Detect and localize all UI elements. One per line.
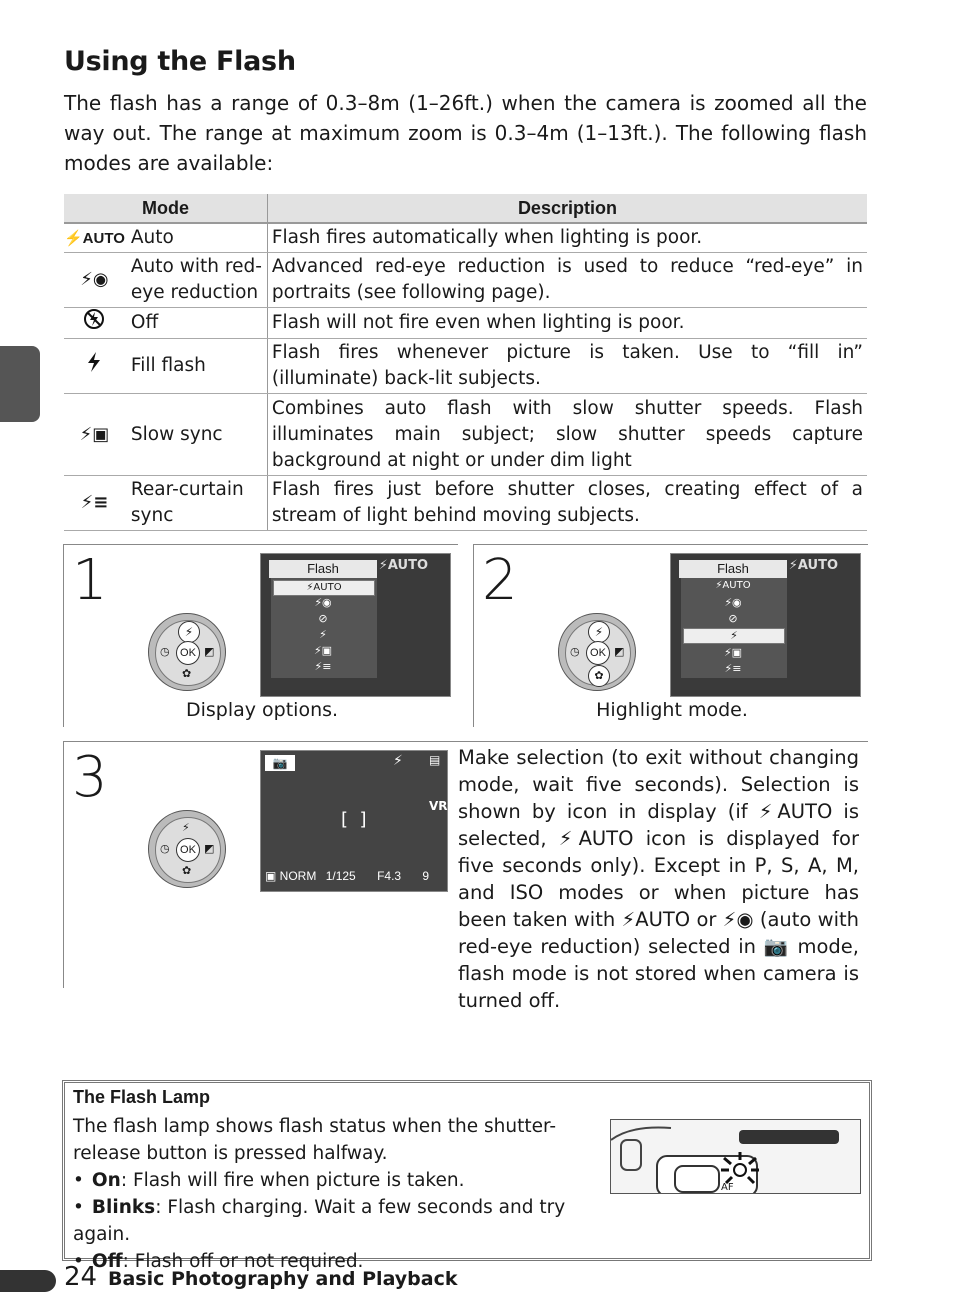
menu-item: ⊘	[728, 612, 738, 625]
lamp-status-list	[73, 1167, 603, 1275]
note-intro: The flash lamp shows flash status when the shutter-release button is pressed halfway.	[73, 1116, 557, 1164]
status-term: Blinks	[91, 1197, 156, 1218]
current-flash-auto-icon: ⚡AUTO	[788, 558, 838, 573]
step-caption: Highlight mode.	[596, 699, 748, 721]
flash-fill-icon: ⚡	[393, 753, 403, 769]
table-header-row	[64, 194, 867, 223]
page-title: Using the Flash	[64, 46, 296, 77]
menu-item: ⚡	[319, 628, 327, 641]
status-term: On	[91, 1170, 121, 1191]
ok-button: OK	[176, 838, 200, 862]
quality-label: NORM	[279, 869, 317, 883]
camera-monitor	[670, 553, 861, 697]
exposure-comp-icon: ◩	[614, 645, 625, 658]
menu-item: ⚡◉	[724, 596, 742, 609]
flash-button-icon: ⚡	[588, 621, 610, 643]
macro-icon: ✿	[182, 667, 192, 680]
menu-item-highlight: ⚡AUTO	[273, 580, 375, 596]
menu-item: ⚡≡	[724, 662, 742, 675]
flash-button-icon: ⚡	[178, 621, 200, 643]
table-row	[64, 339, 867, 394]
camera-mode-icon: 📷	[265, 755, 295, 771]
slow-sync-icon: ⚡▣	[64, 394, 125, 476]
table-row	[64, 308, 867, 339]
page-number: 24	[64, 1262, 98, 1292]
mode-description: Flash will not fire even when lighting is poor.	[267, 308, 867, 339]
mode-description: Advanced red-eye reduction is used to reduce “red-eye” in portraits (see following page).	[267, 253, 867, 308]
flash-off-icon	[64, 308, 125, 339]
camera-monitor	[260, 750, 448, 892]
self-timer-icon: ◷	[160, 645, 170, 658]
self-timer-icon: ◷	[570, 645, 580, 658]
flash-menu-list	[271, 578, 377, 678]
flash-auto-icon: ⚡AUTO	[64, 223, 125, 253]
camera-top-illustration	[610, 1119, 861, 1194]
focus-brackets: [ ]	[341, 809, 367, 830]
list-item	[73, 1167, 603, 1194]
menu-title: Flash	[679, 560, 787, 578]
exposure-comp-icon: ◩	[204, 842, 215, 855]
mode-name: Auto	[125, 223, 268, 253]
menu-item: ⚡▣	[313, 644, 333, 657]
footer-tab	[0, 1270, 56, 1292]
image-size-icon: ▤	[429, 753, 441, 767]
note-title: The Flash Lamp	[73, 1087, 211, 1107]
menu-item: ⚡AUTO	[715, 580, 751, 591]
flash-modes-table	[64, 194, 867, 531]
flash-menu-list	[681, 578, 787, 678]
macro-button-icon: ✿	[588, 665, 610, 687]
step-3-text: Make selection (to exit without changing mode, wait five seconds). Selection is shown by icon in display (if ⚡AUTO is selected, ⚡AUTO icon is displayed for five seconds only). Except in P, S, A, M, and ISO modes or when picture has been taken with ⚡AUTO or ⚡◉ (auto with red-eye reduction) selected in 📷 mode, flash mode is not stored when camera is turned off.	[458, 746, 859, 1012]
chapter-tab-marker	[0, 346, 40, 422]
header-description: Description	[267, 194, 867, 223]
menu-item: ⚡≡	[314, 660, 332, 673]
note-body	[73, 1113, 603, 1275]
list-item	[73, 1194, 603, 1248]
mode-description: Combines auto flash with slow shutter speeds. Flash illuminates main subject; slow shutter speeds capture background at night or under dim light	[267, 394, 867, 476]
camera-monitor	[260, 553, 451, 697]
mode-description: Flash fires automatically when lighting is poor.	[267, 223, 867, 253]
mode-description: Flash fires whenever picture is taken. Use to “fill in” (illuminate) back-lit subjects.	[267, 339, 867, 394]
fill-flash-icon	[64, 339, 125, 394]
step-number: 2	[482, 548, 518, 613]
table-row	[64, 223, 867, 253]
dial-ring	[155, 620, 221, 686]
menu-item: ⚡▣	[723, 646, 743, 659]
table-row	[64, 476, 867, 531]
mode-name: Fill flash	[125, 339, 268, 394]
mode-name: Auto with red-eye reduction	[125, 253, 268, 308]
monitor-status-bar	[265, 869, 445, 883]
menu-title: Flash	[269, 560, 377, 578]
current-flash-auto-icon: ⚡AUTO	[378, 558, 428, 573]
flash-lamp-note	[62, 1080, 872, 1272]
status-desc: : Flash will fire when picture is taken.	[120, 1170, 465, 1191]
af-lamp-label: AF	[721, 1182, 734, 1193]
mode-name: Slow sync	[125, 394, 268, 476]
chapter-title: Basic Photography and Playback	[108, 1268, 458, 1290]
rear-curtain-icon: ⚡≡	[64, 476, 125, 531]
flash-icon: ⚡	[182, 821, 190, 834]
menu-item: ⚡◉	[314, 596, 332, 609]
mode-name: Rear-curtain sync	[125, 476, 268, 531]
mode-description: Flash fires just before shutter closes, creating effect of a stream of light behind moving subjects.	[267, 476, 867, 531]
mode-name: Off	[125, 308, 268, 339]
dial-ring	[155, 817, 221, 883]
exposure-comp-icon: ◩	[204, 645, 215, 658]
menu-item: ⊘	[318, 612, 328, 625]
step-1-panel	[63, 544, 458, 727]
status-term: Off	[91, 1251, 123, 1272]
status-desc: : Flash off or not required.	[122, 1251, 364, 1272]
exposures-remaining: 9	[422, 869, 430, 883]
step-caption: Display options.	[185, 699, 339, 721]
ok-button: OK	[586, 641, 610, 665]
multi-selector-dial	[148, 613, 226, 691]
table-row	[64, 253, 867, 308]
step-2-panel	[473, 544, 868, 727]
menu-item-highlight: ⚡	[683, 628, 785, 644]
self-timer-icon: ◷	[160, 842, 170, 855]
dial-ring	[565, 620, 631, 686]
vr-icon: VR	[429, 799, 448, 813]
quality-icon: ▣	[265, 869, 280, 883]
intro-paragraph: The flash has a range of 0.3–8m (1–26ft.) when the camera is zoomed all the way out. The range at maximum zoom is 0.3–4m (1–13ft.). The following flash modes are available:	[64, 91, 867, 175]
header-mode: Mode	[64, 194, 267, 223]
flash-red-eye-icon: ⚡◉	[64, 253, 125, 308]
step-number: 3	[72, 745, 108, 810]
macro-icon: ✿	[182, 864, 192, 877]
ok-button: OK	[176, 641, 200, 665]
table-row	[64, 394, 867, 476]
multi-selector-dial	[558, 613, 636, 691]
status-desc: : Flash charging. Wait a few seconds and try again.	[73, 1197, 566, 1245]
multi-selector-dial	[148, 810, 226, 888]
shutter-speed: 1/125	[325, 869, 356, 883]
aperture: F4.3	[377, 869, 402, 883]
step-number: 1	[72, 548, 108, 613]
